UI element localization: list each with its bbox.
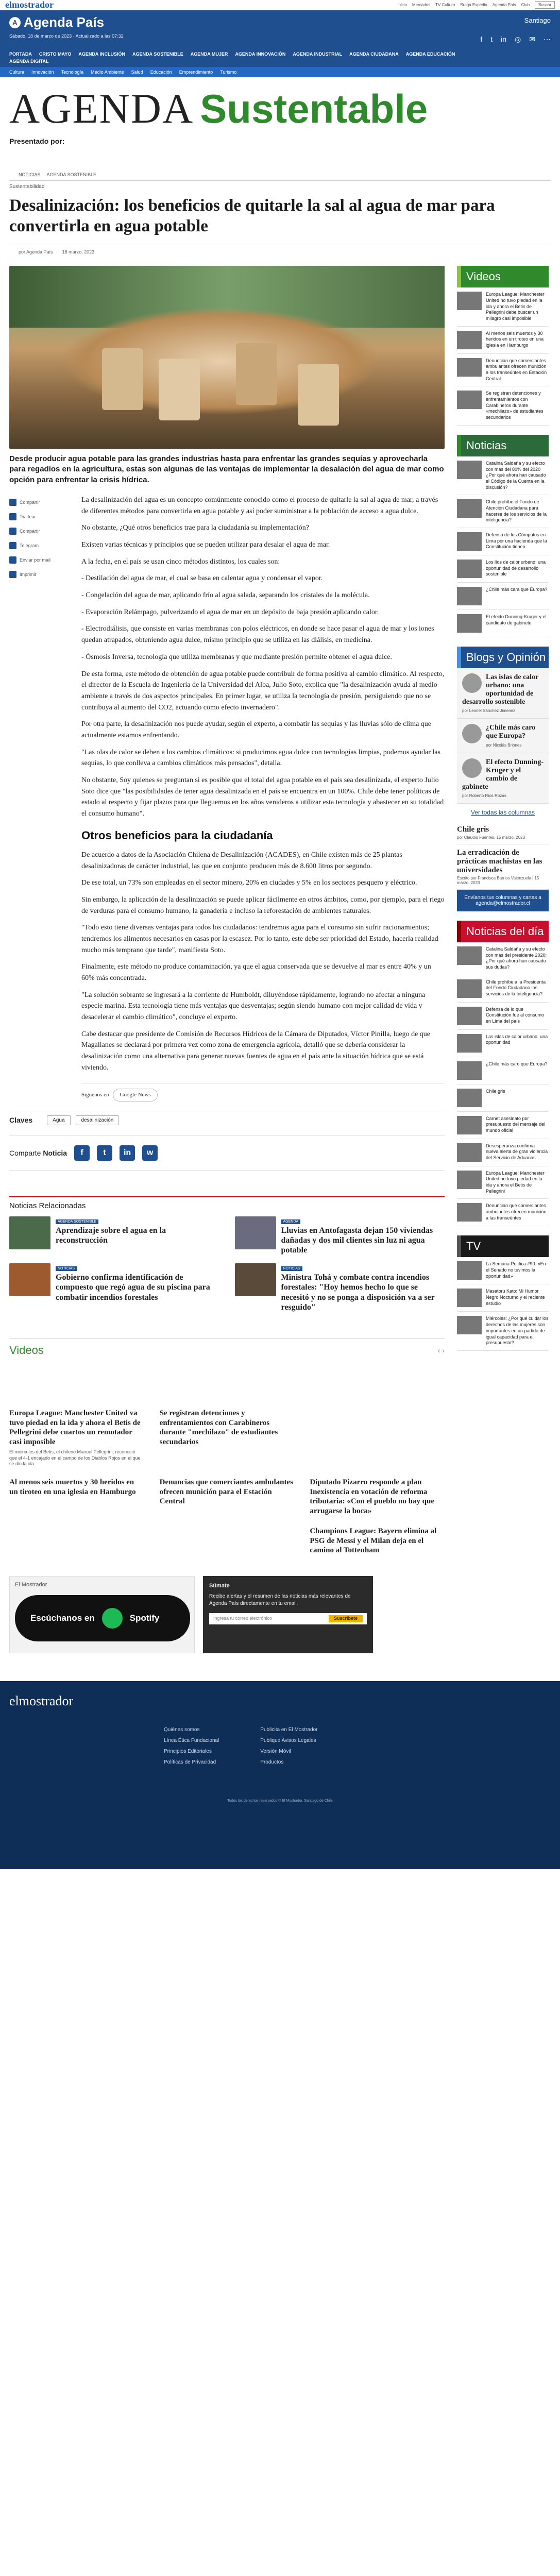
nav-item[interactable]: AGENDA CIUDADANA bbox=[349, 52, 399, 57]
share-linkedin[interactable]: Compartir bbox=[9, 528, 66, 535]
author[interactable]: por Agenda País bbox=[19, 249, 53, 255]
paragraph: No obstante, Soy quienes se preguntan si es posible que el total del agua potable en el país sea desalinizada, el experto Julio Soto dice que "las posibilidades de tener agua desalinizada en el país se encuentra en un 100%. Chile debe tener políticas de estado al respecto y fijar plazos para que lleguemos en los años venideros a utilizar esta tecnología y abastecer en su totalidad el consumo humano". bbox=[81, 776, 444, 818]
side-tv-item[interactable]: Masatoru Kato: Mi Humor Negro Nocturno y el reciente estudio bbox=[457, 1284, 549, 1312]
brand[interactable] bbox=[9, 10, 551, 30]
side-news-item[interactable]: Catalina Saldaña y su efecto con más del 80% del 2020 ¿Por qué ahora han causado el Código de la Cuenta en la discusión? bbox=[457, 456, 549, 495]
subnav-item[interactable]: Salud bbox=[131, 70, 143, 75]
header-date: Sábado, 18 de marzo de 2023 · Actualizado a las 07:32 bbox=[9, 33, 124, 39]
paragraph: "La solución sobrante se ingresará a la corriente de Humboldt, diluyéndose rápidamente, logrando no afectar a ninguna especie marina. Esta tecnología tiene más ventajas que desventajas; según siendo humano con mejor calidad de vida y desacelerar el cambio climático", concluye el experto. bbox=[81, 991, 426, 1022]
related-thumb bbox=[9, 1263, 50, 1296]
breadcrumb-item[interactable]: AGENDA SOSTENIBLE bbox=[46, 172, 97, 177]
related-item[interactable]: NOTICIAS Gobierno confirma identificación de compuesto que regó agua de su piscina para combatir incendios forestales bbox=[9, 1263, 219, 1312]
side-tv-item[interactable]: Miércoles: ¿Por qué cuidar los derechos de las mujeres son importantes en un partido de igual capacidad para el presupuesto? bbox=[457, 1312, 549, 1350]
more-columns-link[interactable]: Ver todas las columnas bbox=[470, 808, 535, 816]
share-mail[interactable]: Enviar por mail bbox=[9, 556, 66, 564]
whatsapp-icon[interactable]: w bbox=[142, 1145, 158, 1161]
spotify-promo[interactable]: El Mostrador Escúchanos en Spotify bbox=[9, 1576, 195, 1653]
google-news bbox=[81, 1083, 445, 1101]
side-dia-item[interactable]: Catalina Saldaña y su efecto con más del presidente 2020: ¿Por qué ahora han causado sus dudas? bbox=[457, 942, 549, 975]
paragraph: A la fecha, en el país se usan cinco métodos distintos, los cuales son: bbox=[81, 557, 280, 566]
related-thumb bbox=[9, 1216, 50, 1249]
paragraph: De acuerdo a datos de la Asociación Chilena de Desalinización (ACADES), en Chile existen más de 25 plantas desalinizadoras de carácter industrial, las que en conjunto producen más de 8.600 litros por segundo. bbox=[81, 851, 402, 870]
gnews-label: Síguenos en bbox=[81, 1091, 109, 1098]
nav-item[interactable]: AGENDA INCLUSIÓN bbox=[78, 52, 126, 57]
brand-title: Agenda País bbox=[24, 14, 105, 30]
google-news-button[interactable]: Google News bbox=[113, 1089, 157, 1101]
paragraph: - Ósmosis Inversa, tecnología que utiliza membranas y que mediante presión permite obtener el agua dulce. bbox=[81, 653, 392, 661]
footer-link[interactable]: Políticas de Privacidad bbox=[164, 1759, 216, 1766]
side-dia-item[interactable]: Defensa de lo que Constitución fue al consumo en Lima del país bbox=[457, 1003, 549, 1030]
paragraph: Existen varias técnicas y principios que se pueden utilizar para desalar el agua de mar. bbox=[81, 541, 330, 549]
news-card[interactable] bbox=[310, 1409, 445, 1467]
footer-link[interactable]: Productos bbox=[260, 1759, 284, 1766]
carousel-arrows-icon[interactable]: ‹ › bbox=[437, 1346, 445, 1354]
top-link[interactable]: TV Cultura bbox=[435, 3, 455, 7]
breadcrumb-item[interactable]: NOTICIAS bbox=[19, 172, 41, 177]
subscribe-button[interactable]: Suscríbete bbox=[329, 1615, 363, 1622]
column-item[interactable]: La erradicación de prácticas machistas en las universidades Escrito por Francisca Barrios Valenzuela | 15 marzo, 2023 bbox=[457, 844, 549, 890]
side-dia-item[interactable]: Europa League: Manchester United no tuvo piedad en la ida y ahora el Betis de Pellegrini bbox=[457, 1166, 549, 1199]
image-caption: Desde producir agua potable para las grandes industrias hasta para enfrentar las grandes sequías y aprovecharla para regadíos en la agricultura, estas son algunas de las ventajas de implementar la desalación del agua de mar como opción para enfrentar la crisis hídrica. bbox=[9, 454, 444, 484]
hero-image bbox=[9, 266, 445, 449]
brand-badge-icon: A bbox=[9, 17, 21, 28]
footer bbox=[0, 1681, 560, 1869]
main-nav bbox=[9, 52, 551, 57]
news-grid bbox=[9, 1409, 445, 1555]
share-telegram[interactable]: Telegram bbox=[9, 542, 66, 549]
breadcrumb bbox=[9, 163, 551, 181]
byline bbox=[9, 245, 551, 259]
more-icon[interactable]: ⋯ bbox=[544, 35, 551, 43]
videos-section bbox=[9, 1338, 445, 1357]
share-label: Comparte Noticia bbox=[9, 1148, 67, 1157]
side-video-item[interactable]: Europa League: Manchester United no tuvo piedad en la ida y ahora el Betis de Pellegrini debe buscar un milagro casi imposible bbox=[457, 287, 549, 326]
subnav-item[interactable]: Turismo bbox=[220, 70, 237, 75]
publish-date: 18 marzo, 2023 bbox=[62, 249, 95, 255]
footer-logo[interactable]: elmostrador bbox=[9, 1693, 74, 1709]
tags-label: Claves bbox=[9, 1116, 33, 1125]
paragraph: "Las olas de calor se deben a los cambios climáticos: si producimos agua dulce con tecnologías limpias, podemos ayudar las sequías, lo que conlleva a cambios climáticos más pensados", detalla. bbox=[81, 748, 440, 768]
side-dia-title: Noticias del día bbox=[457, 921, 549, 942]
facebook-icon[interactable]: f bbox=[480, 35, 483, 43]
subnav-item[interactable]: Innovación bbox=[31, 70, 54, 75]
social-icons bbox=[480, 35, 551, 44]
subnav-item[interactable]: Tecnología bbox=[61, 70, 84, 75]
sub-nav bbox=[0, 67, 560, 77]
news-card[interactable] bbox=[9, 1527, 144, 1555]
top-bar bbox=[0, 0, 560, 10]
main-column bbox=[9, 266, 445, 1653]
side-video-item[interactable]: Al menos seis muertos y 30 heridos en un tiroteo en una iglesia en Hamburgo bbox=[457, 327, 549, 354]
site-logo[interactable]: elmostrador bbox=[5, 0, 54, 10]
share-twitter[interactable]: Twittear bbox=[9, 513, 66, 520]
related-grid bbox=[9, 1216, 445, 1312]
opinion-card[interactable]: ¿Chile más caro que Europa? por Nicolás Briones bbox=[457, 719, 549, 753]
news-card[interactable]: Al menos seis muertos y 30 heridos en un tiroteo en una iglesia en Hamburgo bbox=[9, 1478, 136, 1496]
share-row bbox=[9, 1136, 445, 1171]
side-video-item[interactable]: Denuncian que comerciantes ambulantes ofrecen munición a los transeúntes en Estación Central bbox=[457, 354, 549, 387]
newsletter-input[interactable]: Ingresa tu correo electrónico Suscríbete bbox=[209, 1613, 367, 1624]
facebook-icon bbox=[9, 499, 16, 506]
side-videos-title: Videos bbox=[457, 266, 549, 287]
related-thumb bbox=[235, 1263, 276, 1296]
subnav-item[interactable]: Educación bbox=[150, 70, 172, 75]
side-dia-item[interactable]: Carnet asesinato por presupuesto del mensaje del mundo oficial bbox=[457, 1112, 549, 1139]
nav-item[interactable]: AGENDA EDUCACIÓN bbox=[405, 52, 455, 57]
paragraph: - Electrodiálisis, que consiste en varias membranas con polos eléctricos, en donde se hace pasar el agua de mar y los iones quedan atrapados, obteniendo agua dulce, mismo principio que se utiliza en las diálisis, en medicina. bbox=[81, 625, 434, 645]
top-link[interactable]: Agenda País bbox=[492, 3, 516, 7]
instagram-icon[interactable]: ◎ bbox=[515, 35, 521, 43]
paragraph: Por otra parte, la desalinización nos puede ayudar, según el experto, a combatir las sequías y las lluvias sólo de clima que actualmente estamos enfrentando. bbox=[81, 720, 432, 739]
side-news-item[interactable]: Chile prohíbe el Fondo de Atención Ciudadana para hacerse de los servicios de la inteligencia? bbox=[457, 495, 549, 528]
linkedin-icon[interactable]: in bbox=[501, 35, 507, 43]
side-blogs-title: Blogs y Opinión bbox=[457, 647, 549, 668]
subnav-item[interactable]: Medio Ambiente bbox=[91, 70, 124, 75]
news-card[interactable]: Diputado Pizarro responde a plan Inexistencia en votación de reforma tributaria: «Con el pueblo no hay que arrugarse la boca» bbox=[310, 1478, 435, 1516]
side-noticias bbox=[457, 435, 549, 637]
top-link[interactable]: Braga Expedia bbox=[460, 3, 487, 7]
section-tag[interactable]: Sustentabilidad bbox=[9, 184, 45, 190]
city-weather: Santiago bbox=[524, 16, 551, 24]
share-facebook[interactable]: Compartir bbox=[9, 499, 66, 506]
side-video-item[interactable]: Se registran detenciones y enfrentamientos con Carabineros durante «mechilazo» de estudiantes secundarios bbox=[457, 386, 549, 425]
side-tv-title: TV bbox=[457, 1235, 549, 1257]
nav-item[interactable]: CRISTO MAYO bbox=[39, 52, 72, 57]
main-nav-2 bbox=[9, 59, 49, 64]
side-news-item[interactable]: ¿Chile más cara que Europa? bbox=[457, 583, 549, 610]
search-button[interactable]: Buscar bbox=[535, 1, 555, 9]
paragraph: La desalinización del agua es un concepto comúnmente conocido como el proceso de quitarle la sal al agua de mar, a través de diferentes métodos para convertirla en agua potable y así poder suministrar a la población de acceso a agua dulce. bbox=[81, 496, 438, 515]
top-link[interactable]: Club bbox=[521, 3, 530, 7]
facebook-icon[interactable]: f bbox=[74, 1145, 90, 1161]
related-item[interactable]: AGENDA Lluvias en Antofagasta dejan 150 viviendas dañadas y dos mil clientes sin luz ni agua potable bbox=[235, 1216, 445, 1256]
top-link[interactable]: Mercados bbox=[412, 3, 431, 7]
paragraph: - Destilación del agua de mar, el cual se basa en calentar agua y condensar el vapor. bbox=[81, 574, 323, 583]
side-news-item[interactable]: El efecto Dunning-Kruger y el candidato de gabinete bbox=[457, 610, 549, 637]
paragraph: "Todo esto tiene diversas ventajas para todos los ciudadanos: tendremos agua para el consumo sin sufrir racionamientos; tendremos los alimentos necesarios en casas por la escasez. Por lo tanto, este debe ser prioridad del Estado, hacerla realidad mucho más temprano que tarde", manifiesta Soto. bbox=[81, 924, 438, 954]
bottom-promos bbox=[9, 1576, 445, 1653]
print-icon bbox=[9, 571, 16, 578]
top-links bbox=[397, 3, 530, 7]
related-item[interactable]: AGENDA SOSTENIBLE Aprendizaje sobre el agua en la reconstrucción bbox=[9, 1216, 219, 1256]
agenda-word: AGENDA bbox=[9, 85, 194, 132]
paragraph: - Congelación del agua de mar, aplicando frío al agua salada, separando los cristales de la molécula. bbox=[81, 591, 370, 600]
news-card[interactable]: Denuncias que comerciantes ambulantes ofrecen munición para el Estación Central bbox=[159, 1478, 293, 1506]
side-tv-item[interactable]: La Semana Política #90: «En el Senado no tuvimos la oportunidad» bbox=[457, 1257, 549, 1284]
side-blogs bbox=[457, 647, 549, 911]
related-thumb bbox=[235, 1216, 276, 1249]
top-link[interactable]: Inicio bbox=[397, 3, 407, 7]
side-noticias-title: Noticias bbox=[457, 435, 549, 456]
related-title: Noticias Relacionadas bbox=[9, 1196, 445, 1210]
side-news-item[interactable]: Los líos de calor urbano: una oportunidad de desarrollo sostenible bbox=[457, 555, 549, 583]
side-dia-item[interactable]: Chile prohíbe a la Presidenta del Fondo Ciudadano los servicios de la Inteligencia? bbox=[457, 975, 549, 1003]
side-dia bbox=[457, 921, 549, 1227]
paragraph: Cabe destacar que presidente de Comisión de Recursos Hídricos de la Cámara de Diputados, Víctor Pinilla, luego de que Magallanes se declarará por primera vez como zona de emergencia agrícola, detalló que se debería considerar la desalinización como una alternativa para generar nuevas fuentes de agua en el país ante la situación hídrica que se está viviendo. bbox=[81, 1030, 431, 1072]
side-tv bbox=[457, 1235, 549, 1350]
agenda-banner bbox=[0, 77, 560, 133]
footer-link[interactable]: Línea Ética Fundacional bbox=[164, 1738, 219, 1744]
related-item[interactable]: NOTICIAS Ministra Tohá y combate contra incendios forestales: "Hoy hemos hecho lo que se necesitó y no se ponga a disposición va a ser resguido" bbox=[235, 1263, 445, 1312]
linkedin-icon[interactable]: in bbox=[120, 1145, 135, 1161]
side-dia-item[interactable]: Denuncian que comerciantes ambulantes ofrecen munición a las transeúntes bbox=[457, 1199, 549, 1226]
spotify-icon bbox=[102, 1608, 123, 1629]
side-dia-item[interactable]: Chile gris bbox=[457, 1084, 549, 1112]
subnav-item[interactable]: Cultura bbox=[9, 70, 25, 75]
mail-icon[interactable]: ✉ bbox=[529, 35, 535, 43]
footer-link[interactable]: Quiénes somos bbox=[164, 1727, 200, 1733]
footer-link[interactable]: Publicita en El Mostrador bbox=[260, 1727, 318, 1733]
twitter-icon[interactable]: t bbox=[490, 35, 493, 43]
article-body bbox=[81, 495, 445, 1111]
send-columns-link[interactable]: Envíanos tus columnas y cartas a agenda@elmostrador.cl bbox=[457, 890, 549, 911]
side-news-item[interactable]: Defensa de los Cómputos en Lima por una hacienda que la Constitución tienen bbox=[457, 528, 549, 555]
paragraph: Finalmente, este método no produce contaminación, ya que el agua conservada que se devuelve al mar es entre 40% y un 60% más concentrada. bbox=[81, 963, 431, 982]
side-dia-item[interactable]: ¿Chile más caro que Europa? bbox=[457, 1057, 549, 1084]
paragraph: No obstante, ¿Qué otros beneficios trae para la ciudadanía su implementación? bbox=[81, 524, 309, 532]
paragraph: - Evaporación Relámpago, pulverizando el agua de mar en un depósito de baja presión aplicando calor. bbox=[81, 608, 379, 616]
presented-by: Presentado por: bbox=[9, 137, 65, 145]
agenda-pais-header bbox=[0, 10, 560, 67]
opinion-card[interactable]: El efecto Dunning-Kruger y el cambio de gabinete por Roberto Ríos Rozas bbox=[457, 753, 549, 804]
content-layout bbox=[0, 259, 560, 1660]
paragraph: Sin embargo, la aplicación de la desalinización se puede aplicar fácilmente en otros ámbitos, como, por ejemplo, para el riego de verduras para el consumo humano, la ganadería e incluso la reforestación de ambientes naturales. bbox=[81, 895, 445, 915]
tags-row bbox=[9, 1111, 445, 1129]
twitter-icon bbox=[9, 513, 16, 520]
share-sidebar bbox=[9, 495, 66, 1111]
side-dia-item[interactable]: Desesperanza confirma nueva alerta de gran violencia del Servicio de Aduanas bbox=[457, 1139, 549, 1166]
telegram-icon bbox=[9, 542, 16, 549]
news-card[interactable]: Champions League: Bayern elimina al PSG de Messi y el Milan deja en el camino al Tottenham bbox=[310, 1527, 437, 1555]
nav-item[interactable]: AGENDA SOSTENIBLE bbox=[132, 52, 183, 57]
nav-item[interactable]: AGENDA INDUSTRIAL bbox=[293, 52, 343, 57]
column-item[interactable]: Chile gris por Claudio Fuentes, 15 marzo, 2023 bbox=[457, 821, 549, 844]
article-title: Desalinización: los beneficios de quitarle la sal al agua de mar para convertirla en agua potable bbox=[9, 196, 495, 235]
footer-link[interactable]: Principios Editoriales bbox=[164, 1749, 212, 1755]
paragraph: De ese total, un 73% son empleadas en el sector minero, 20% en ciudades y 5% en los sectores pesquero y eléctrico. bbox=[81, 879, 417, 887]
side-videos bbox=[457, 266, 549, 426]
article-body-wrap bbox=[9, 495, 445, 1111]
newsletter-box: Súmate Recibe alertas y el resumen de las noticias más relevantes de Agenda País directamente en tu email. Ingresa tu correo electrónico Suscríbete bbox=[203, 1576, 373, 1653]
tag[interactable]: desalinización bbox=[76, 1115, 120, 1125]
share-print[interactable]: Imprimir bbox=[9, 571, 66, 578]
footer-link[interactable]: Publique Avisos Legales bbox=[260, 1738, 316, 1744]
videos-title: Videos bbox=[9, 1343, 44, 1357]
linkedin-icon bbox=[9, 528, 16, 535]
news-card[interactable]: Se registran detenciones y enfrentamientos con Carabineros durante "mechilazo" de estudiantes secundarios bbox=[159, 1409, 278, 1447]
nav-item[interactable]: AGENDA INNOVACIÓN bbox=[235, 52, 286, 57]
footer-link[interactable]: Versión Móvil bbox=[260, 1749, 291, 1755]
side-dia-item[interactable]: Las islas de calor urbano: una oportunidad bbox=[457, 1030, 549, 1057]
nav-item[interactable]: PORTADA bbox=[9, 52, 32, 57]
footer-links bbox=[9, 1724, 551, 1768]
tag[interactable]: Agua bbox=[47, 1115, 70, 1125]
subheading: Otros beneficios para la ciudadanía bbox=[81, 828, 273, 842]
sidebar bbox=[457, 266, 549, 1653]
subnav-item[interactable]: Emprendimiento bbox=[179, 70, 213, 75]
twitter-icon[interactable]: t bbox=[97, 1145, 112, 1161]
paragraph: De esta forma, este método de obtención de agua potable puede contribuir de forma positiva al cambio climático. Al respecto, el director de la Escuela de Ingeniería de la Universidad del Alba, Julio Soto, explica que "la desalinización ayuda al medio ambiente a través de dos aspectos principales. En primer lugar, se utiliza la tecnología de presión, persiguiendo que no se contribuya al aumento del CO2, actuando como efecto invernadero". bbox=[81, 670, 445, 711]
nav-item[interactable]: AGENDA DIGITAL bbox=[9, 59, 49, 64]
sponsor-area bbox=[9, 149, 551, 163]
copyright: Todos los derechos reservados © El Mostrador. Santiago de Chile bbox=[227, 1799, 333, 1803]
nav-item[interactable]: AGENDA MUJER bbox=[190, 52, 228, 57]
sustentable-word: Sustentable bbox=[200, 86, 428, 131]
news-card[interactable] bbox=[160, 1527, 295, 1555]
opinion-card[interactable]: Las islas de calor urbano: una oportunidad de desarrollo sostenible por Leonel Sánchez Jimenez bbox=[457, 668, 549, 719]
mail-icon bbox=[9, 556, 16, 564]
news-card[interactable]: Europa League: Manchester United va tuvo piedad en la ida y ahora el Betis de Pellegrini debe cuartos un remotador casi imposible El miércoles del Betis, el chileno Manuel Pellegrini, reconoció que el 4-1 encajado en el campo de los Diablos Rojos en el que se dio la ida. bbox=[9, 1409, 141, 1467]
